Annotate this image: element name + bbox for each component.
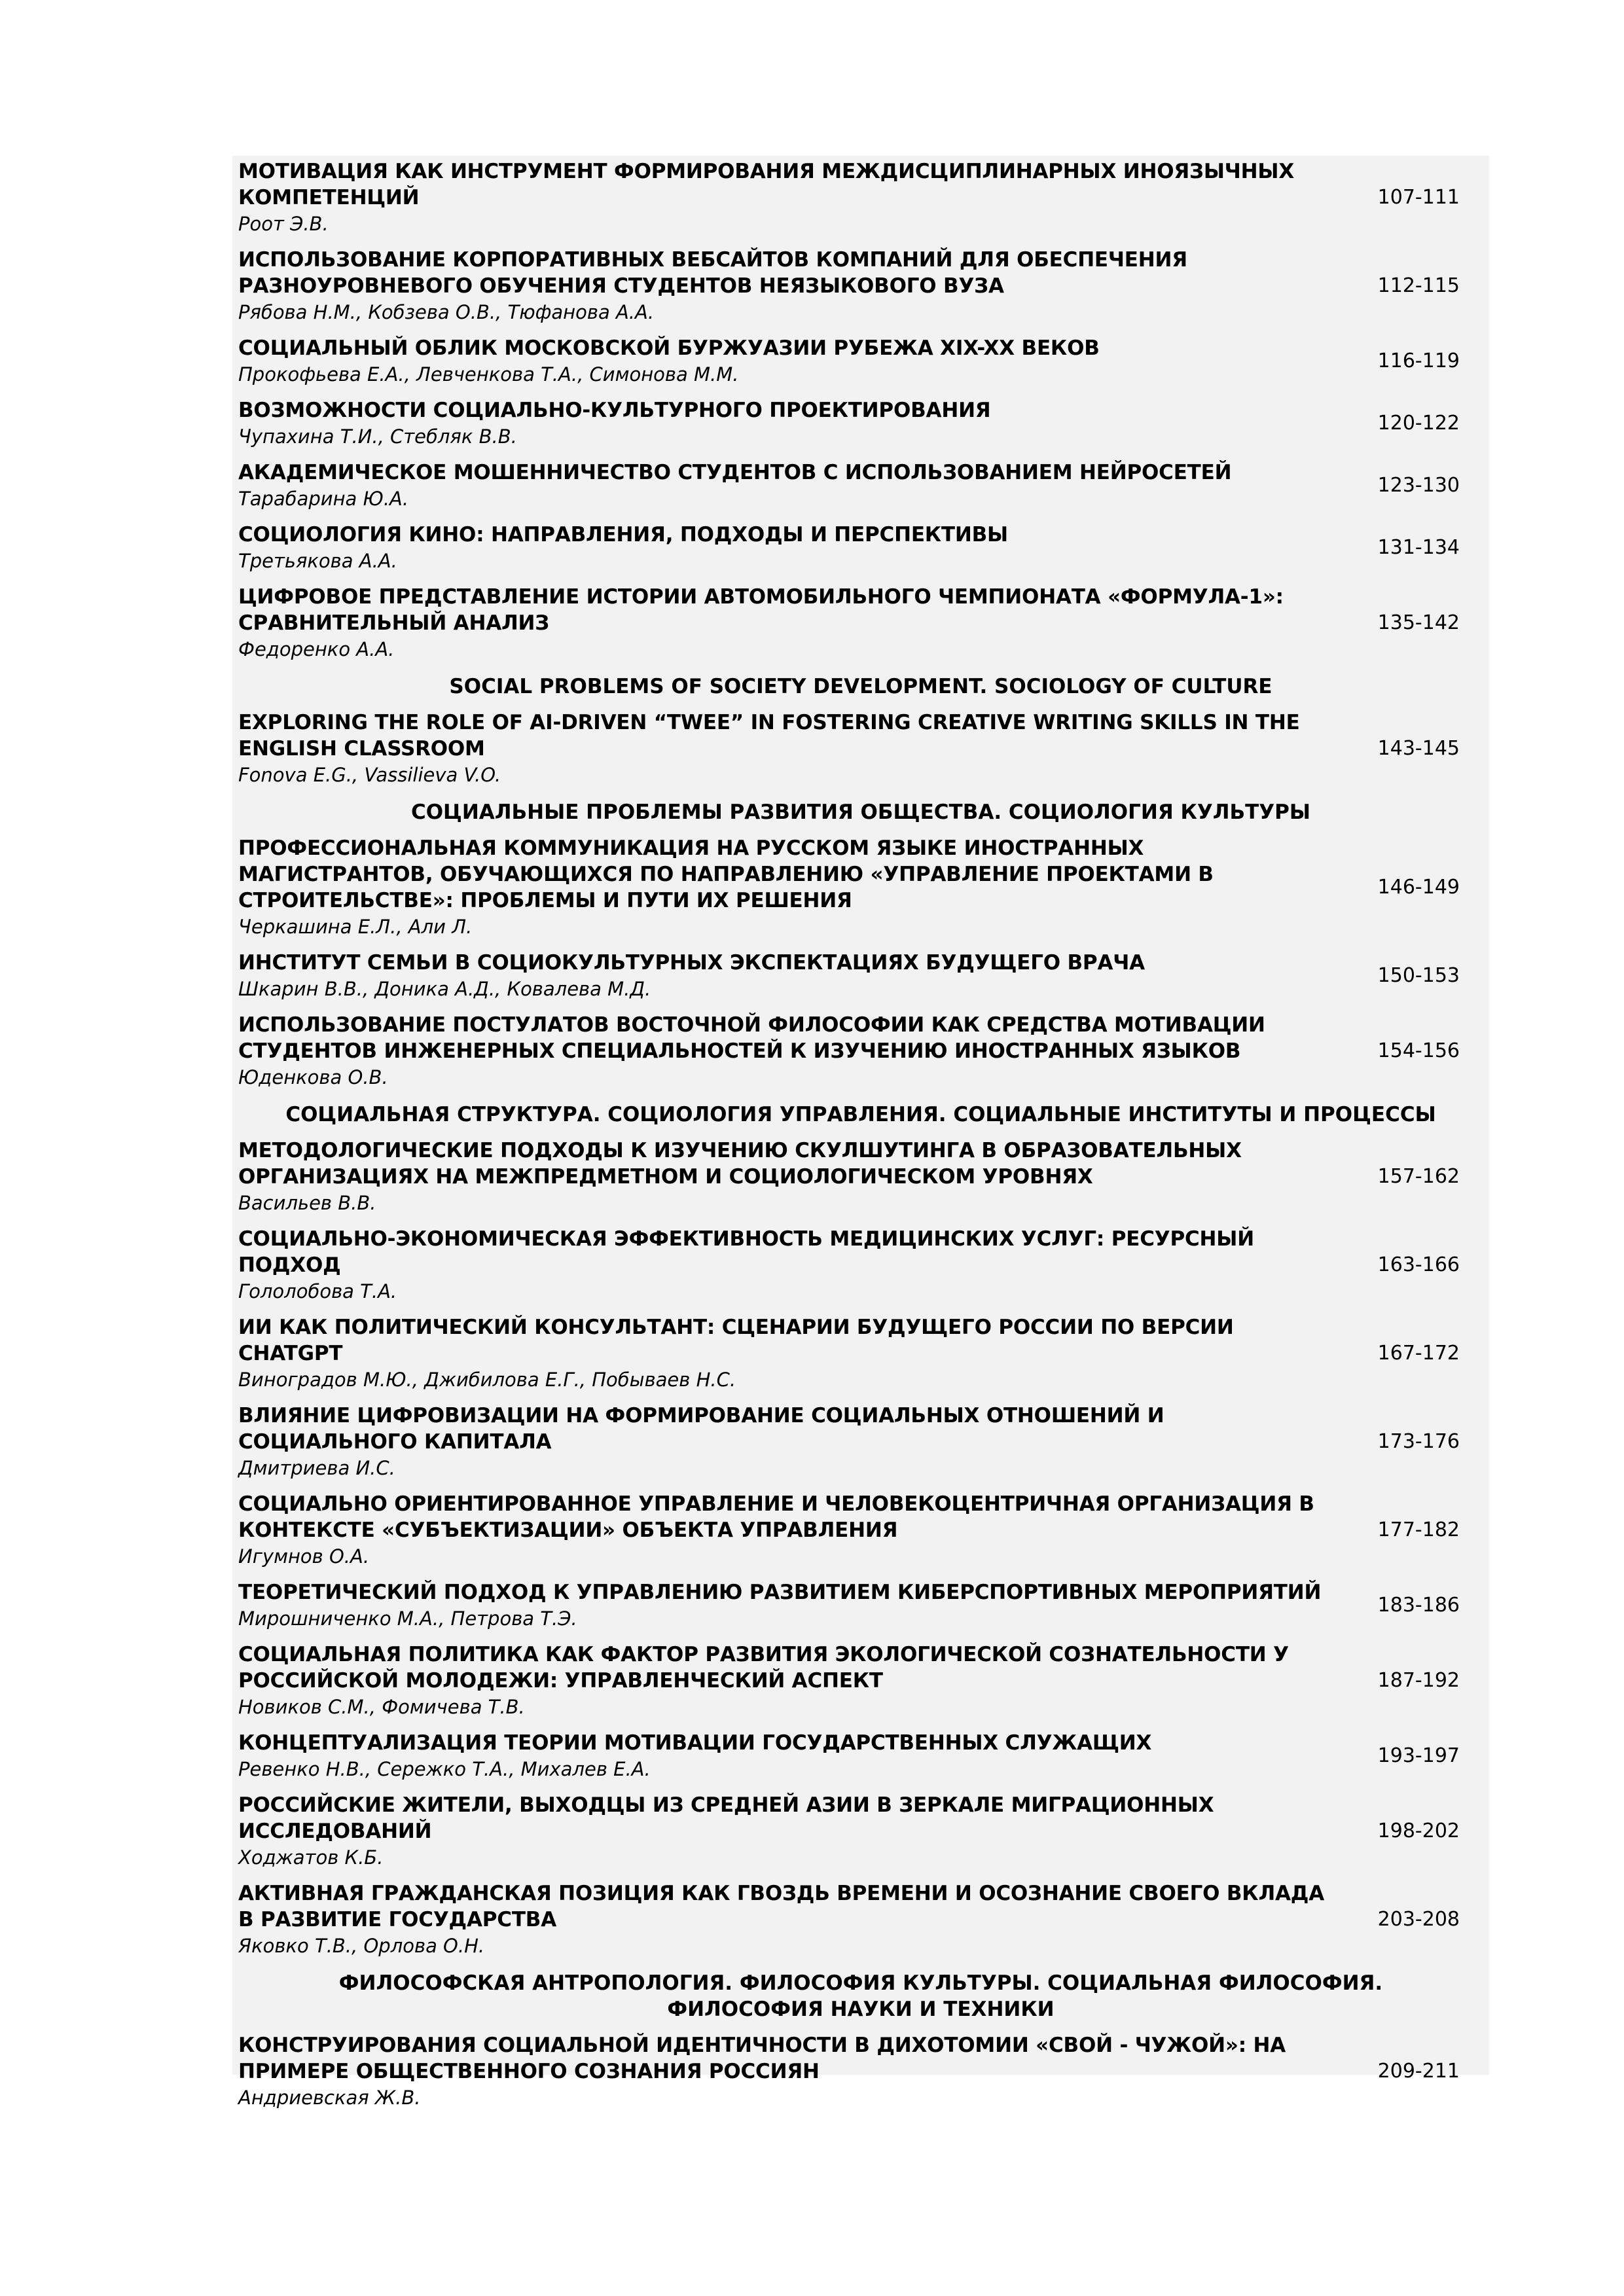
page-range: 193-197 <box>1377 1744 1460 1767</box>
article-title: АКАДЕМИЧЕСКОЕ МОШЕННИЧЕСТВО СТУДЕНТОВ С ИСПОЛЬЗОВАНИЕМ НЕЙРОСЕТЕЙ <box>238 461 1232 484</box>
section-heading: ФИЛОСОФСКАЯ АНТРОПОЛОГИЯ. ФИЛОСОФИЯ КУЛЬТУРЫ. СОЦИАЛЬНАЯ ФИЛОСОФИЯ. ФИЛОСОФИЯ НАУКИ И ТЕХНИКИ <box>338 1971 1383 2021</box>
toc-entry <box>232 335 1489 387</box>
article-title: АКТИВНАЯ ГРАЖДАНСКАЯ ПОЗИЦИЯ КАК ГВОЗДЬ ВРЕМЕНИ И ОСОЗНАНИЕ СВОЕГО ВКЛАДА В РАЗВИТИЕ ГОСУДАРСТВА <box>238 1882 1324 1931</box>
article-authors: Яковко Т.В., Орлова О.Н. <box>238 1935 485 1957</box>
article-authors: Васильев В.В. <box>238 1192 376 1214</box>
article-authors: Тарабарина Ю.А. <box>238 488 409 510</box>
section-heading: СОЦИАЛЬНАЯ СТРУКТУРА. СОЦИОЛОГИЯ УПРАВЛЕНИЯ. СОЦИАЛЬНЫЕ ИНСТИТУТЫ И ПРОЦЕССЫ <box>285 1103 1436 1126</box>
page-range: 146-149 <box>1377 876 1460 899</box>
page-range: 150-153 <box>1377 964 1460 987</box>
page-range: 198-202 <box>1377 1820 1460 1842</box>
article-title: РОССИЙСКИЕ ЖИТЕЛИ, ВЫХОДЦЫ ИЗ СРЕДНЕЙ АЗИИ В ЗЕРКАЛЕ МИГРАЦИОННЫХ ИССЛЕДОВАНИЙ <box>238 1793 1214 1843</box>
page-range: 187-192 <box>1377 1669 1460 1692</box>
toc-entry <box>232 1138 1489 1216</box>
article-title: СОЦИАЛЬНО ОРИЕНТИРОВАННОЕ УПРАВЛЕНИЕ И ЧЕЛОВЕКОЦЕНТРИЧНАЯ ОРГАНИЗАЦИЯ В КОНТЕКСТЕ «СУБЪЕКТИЗАЦИИ» ОБЪЕКТА УПРАВЛЕНИЯ <box>238 1492 1314 1542</box>
article-authors: Шкарин В.В., Доника А.Д., Ковалева М.Д. <box>238 978 651 1000</box>
page-range: 143-145 <box>1377 737 1460 760</box>
toc-entry <box>232 835 1489 940</box>
table-of-contents <box>232 156 1489 2109</box>
article-authors: Андриевская Ж.В. <box>238 2087 421 2109</box>
toc-entry <box>232 459 1489 512</box>
article-title: ИИ КАК ПОЛИТИЧЕСКИЙ КОНСУЛЬТАНТ: СЦЕНАРИИ БУДУЩЕГО РОССИИ ПО ВЕРСИИ CHATGPT <box>238 1316 1234 1365</box>
article-authors: Ходжатов К.Б. <box>238 1846 384 1869</box>
article-title: МОТИВАЦИЯ КАК ИНСТРУМЕНТ ФОРМИРОВАНИЯ МЕЖДИСЦИПЛИНАРНЫХ ИНОЯЗЫЧНЫХ КОМПЕТЕНЦИЙ <box>238 160 1295 209</box>
article-title: ПРОФЕССИОНАЛЬНАЯ КОММУНИКАЦИЯ НА РУССКОМ ЯЗЫКЕ ИНОСТРАННЫХ МАГИСТРАНТОВ, ОБУЧАЮЩИХСЯ ПО НАПРАВЛЕНИЮ «УПРАВЛЕНИЕ ПРОЕКТАМИ В СТРОИТЕЛЬСТВЕ»: ПРОБЛЕМЫ И ПУТИ ИХ РЕШЕНИЯ <box>238 836 1214 912</box>
toc-entry <box>232 2032 1489 2111</box>
article-authors: Роот Э.В. <box>238 213 329 235</box>
article-title: СОЦИАЛЬНАЯ ПОЛИТИКА КАК ФАКТОР РАЗВИТИЯ ЭКОЛОГИЧЕСКОЙ СОЗНАТЕЛЬНОСТИ У РОССИЙСКОЙ МОЛОДЕЖИ: УПРАВЛЕНЧЕСКИЙ АСПЕКТ <box>238 1643 1289 1693</box>
page-range: 167-172 <box>1377 1342 1460 1365</box>
article-authors: Черкашина Е.Л., Али Л. <box>238 916 473 938</box>
page-range: 116-119 <box>1377 350 1460 372</box>
toc-entry <box>232 397 1489 450</box>
article-title: ВОЗМОЖНОСТИ СОЦИАЛЬНО-КУЛЬТУРНОГО ПРОЕКТИРОВАНИЯ <box>238 399 991 422</box>
article-title: КОНЦЕПТУАЛИЗАЦИЯ ТЕОРИИ МОТИВАЦИИ ГОСУДАРСТВЕННЫХ СЛУЖАЩИХ <box>238 1731 1152 1755</box>
article-authors: Третьякова А.А. <box>238 550 397 572</box>
article-title: ИСПОЛЬЗОВАНИЕ КОРПОРАТИВНЫХ ВЕБСАЙТОВ КОМПАНИЙ ДЛЯ ОБЕСПЕЧЕНИЯ РАЗНОУРОВНЕВОГО ОБУЧЕНИЯ СТУДЕНТОВ НЕЯЗЫКОВОГО ВУЗА <box>238 248 1187 298</box>
article-title: ИНСТИТУТ СЕМЬИ В СОЦИОКУЛЬТУРНЫХ ЭКСПЕКТАЦИЯХ БУДУЩЕГО ВРАЧА <box>238 951 1145 975</box>
article-title: ВЛИЯНИЕ ЦИФРОВИЗАЦИИ НА ФОРМИРОВАНИЕ СОЦИАЛЬНЫХ ОТНОШЕНИЙ И СОЦИАЛЬНОГО КАПИТАЛА <box>238 1404 1164 1454</box>
toc-entry <box>232 1491 1489 1570</box>
article-title: ИСПОЛЬЗОВАНИЕ ПОСТУЛАТОВ ВОСТОЧНОЙ ФИЛОСОФИИ КАК СРЕДСТВА МОТИВАЦИИ СТУДЕНТОВ ИНЖЕНЕРНЫХ СПЕЦИАЛЬНОСТЕЙ К ИЗУЧЕНИЮ ИНОСТРАННЫХ ЯЗЫКОВ <box>238 1013 1265 1063</box>
article-title: СОЦИАЛЬНЫЙ ОБЛИК МОСКОВСКОЙ БУРЖУАЗИИ РУБЕЖА XIX-XX ВЕКОВ <box>238 336 1100 360</box>
page-range: 203-208 <box>1377 1908 1460 1931</box>
article-authors: Прокофьева Е.А., Левченкова Т.А., Симонова М.М. <box>238 363 739 386</box>
article-title: EXPLORING THE ROLE OF AI-DRIVEN “TWEE” IN FOSTERING CREATIVE WRITING SKILLS IN THE ENGLISH CLASSROOM <box>238 711 1300 761</box>
article-authors: Новиков С.М., Фомичева Т.В. <box>238 1696 525 1718</box>
toc-entry <box>232 709 1489 788</box>
article-title: ТЕОРЕТИЧЕСКИЙ ПОДХОД К УПРАВЛЕНИЮ РАЗВИТИЕМ КИБЕРСПОРТИВНЫХ МЕРОПРИЯТИЙ <box>238 1581 1322 1604</box>
toc-entry <box>232 1792 1489 1871</box>
toc-entry <box>232 584 1489 662</box>
page-range: 177-182 <box>1377 1518 1460 1541</box>
article-authors: Ревенко Н.В., Сережко Т.А., Михалев Е.А. <box>238 1758 651 1780</box>
page-range: 107-111 <box>1377 186 1460 209</box>
toc-entry <box>232 1579 1489 1632</box>
section-heading: СОЦИАЛЬНЫЕ ПРОБЛЕМЫ РАЗВИТИЯ ОБЩЕСТВА. СОЦИОЛОГИЯ КУЛЬТУРЫ <box>410 800 1311 824</box>
article-authors: Fonova E.G., Vassilieva V.O. <box>238 764 501 786</box>
article-authors: Гололобова Т.А. <box>238 1280 397 1302</box>
page-range: 112-115 <box>1377 274 1460 297</box>
section-heading: SOCIAL PROBLEMS OF SOCIETY DEVELOPMENT. SOCIOLOGY OF CULTURE <box>449 675 1272 698</box>
page-range: 154-156 <box>1377 1039 1460 1062</box>
article-authors: Мирошниченко М.А., Петрова Т.Э. <box>238 1607 577 1630</box>
article-authors: Чупахина Т.И., Стебляк В.В. <box>238 425 517 448</box>
article-title: ЦИФРОВОЕ ПРЕДСТАВЛЕНИЕ ИСТОРИИ АВТОМОБИЛЬНОГО ЧЕМПИОНАТА «ФОРМУЛА-1»: СРАВНИТЕЛЬНЫЙ АНАЛИЗ <box>238 585 1284 635</box>
toc-entry <box>232 158 1489 237</box>
article-authors: Дмитриева И.С. <box>238 1457 395 1479</box>
article-authors: Юденкова О.В. <box>238 1066 388 1088</box>
article-authors: Виноградов М.Ю., Джибилова Е.Г., Побываев Н.С. <box>238 1369 736 1391</box>
toc-entry <box>232 1314 1489 1393</box>
page-range: 135-142 <box>1377 611 1460 634</box>
article-title: КОНСТРУИРОВАНИЯ СОЦИАЛЬНОЙ ИДЕНТИЧНОСТИ В ДИХОТОМИИ «СВОЙ - ЧУЖОЙ»: НА ПРИМЕРЕ ОБЩЕСТВЕННОГО СОЗНАНИЯ РОССИЯН <box>238 2034 1286 2083</box>
toc-entry <box>232 522 1489 574</box>
toc-entry <box>232 1730 1489 1782</box>
toc-entry <box>232 1641 1489 1720</box>
article-title: СОЦИОЛОГИЯ КИНО: НАПРАВЛЕНИЯ, ПОДХОДЫ И ПЕРСПЕКТИВЫ <box>238 523 1008 547</box>
page-range: 123-130 <box>1377 474 1460 497</box>
toc-entry <box>232 1226 1489 1304</box>
page-range: 120-122 <box>1377 412 1460 435</box>
article-authors: Игумнов О.А. <box>238 1545 370 1568</box>
toc-entry <box>232 950 1489 1002</box>
toc-entry <box>232 1012 1489 1090</box>
page-range: 131-134 <box>1377 536 1460 559</box>
page-range: 157-162 <box>1377 1165 1460 1188</box>
toc-entry <box>232 1880 1489 1959</box>
page-range: 183-186 <box>1377 1594 1460 1617</box>
article-authors: Рябова Н.М., Кобзева О.В., Тюфанова А.А. <box>238 301 655 323</box>
toc-entry <box>232 247 1489 325</box>
article-title: МЕТОДОЛОГИЧЕСКИЕ ПОДХОДЫ К ИЗУЧЕНИЮ СКУЛШУТИНГА В ОБРАЗОВАТЕЛЬНЫХ ОРГАНИЗАЦИЯХ НА МЕЖПРЕДМЕТНОМ И СОЦИОЛОГИЧЕСКОМ УРОВНЯХ <box>238 1139 1242 1189</box>
page-range: 163-166 <box>1377 1253 1460 1276</box>
article-title: СОЦИАЛЬНО-ЭКОНОМИЧЕСКАЯ ЭФФЕКТИВНОСТЬ МЕДИЦИНСКИХ УСЛУГ: РЕСУРСНЫЙ ПОДХОД <box>238 1227 1254 1277</box>
article-authors: Федоренко А.А. <box>238 638 395 660</box>
page-range: 173-176 <box>1377 1430 1460 1453</box>
toc-entry <box>232 1403 1489 1481</box>
page-range: 209-211 <box>1377 2060 1460 2083</box>
